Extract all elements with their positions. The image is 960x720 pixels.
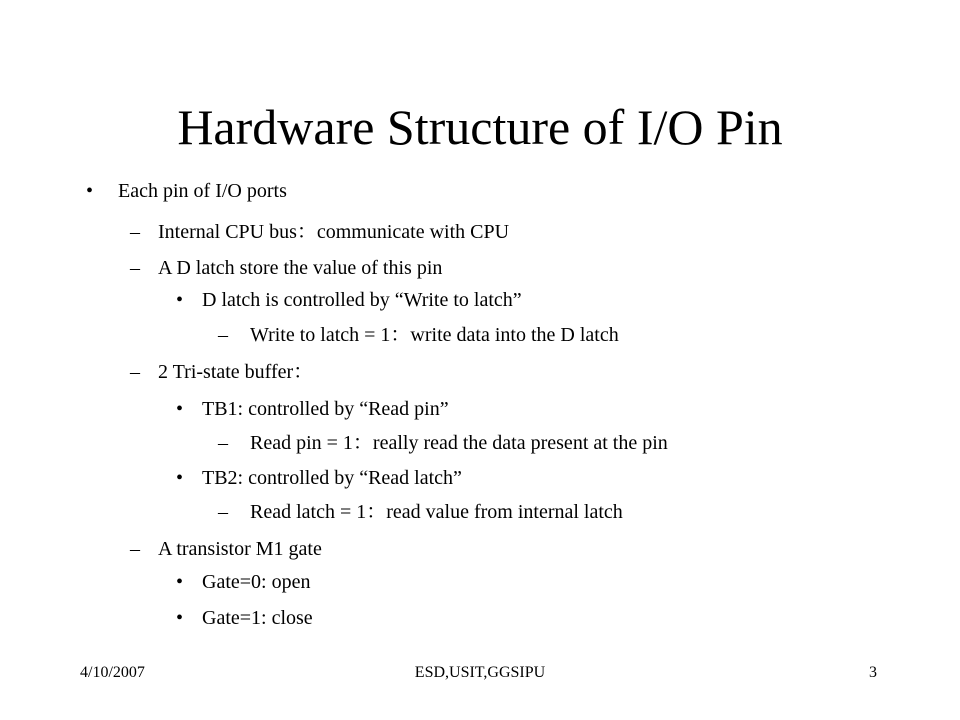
bullet-marker: • bbox=[86, 180, 94, 202]
footer-center-text: ESD,USIT,GGSIPU bbox=[414, 664, 546, 681]
bullet-text: TB2: controlled by “Read latch” bbox=[202, 467, 462, 489]
bullet-item bbox=[176, 567, 310, 597]
bullet-text: 2 Tri-state buffer： bbox=[158, 361, 314, 383]
bullet-item bbox=[218, 497, 623, 527]
bullet-item bbox=[176, 285, 522, 315]
bullet-text: Internal CPU bus：communicate with CPU bbox=[158, 221, 510, 243]
bullet-item bbox=[86, 176, 287, 206]
bullet-item bbox=[176, 394, 449, 424]
bullet-marker: • bbox=[176, 289, 184, 311]
slide-title: Hardware Structure of I/O Pin bbox=[177, 99, 783, 155]
bullet-text: Gate=0: open bbox=[202, 571, 311, 593]
bullet-text: A transistor M1 gate bbox=[158, 538, 322, 560]
bullet-text: Write to latch = 1：write data into the D latch bbox=[250, 324, 619, 346]
bullet-text: D latch is controlled by “Write to latch” bbox=[202, 289, 522, 311]
bullet-text: Read latch = 1：read value from internal latch bbox=[250, 501, 623, 523]
bullet-marker: – bbox=[130, 361, 140, 383]
bullet-marker: • bbox=[176, 571, 184, 593]
bullet-text: A D latch store the value of this pin bbox=[158, 257, 443, 279]
bullet-item bbox=[176, 463, 462, 493]
bullet-marker: – bbox=[130, 221, 140, 243]
bullet-item bbox=[130, 534, 322, 564]
bullet-text: Gate=1: close bbox=[202, 607, 313, 629]
bullet-marker: – bbox=[130, 257, 140, 279]
bullet-item bbox=[176, 603, 313, 633]
bullet-marker: • bbox=[176, 398, 184, 420]
bullet-marker: – bbox=[218, 501, 228, 523]
footer-date: 4/10/2007 bbox=[80, 664, 145, 681]
bullet-item bbox=[218, 428, 668, 458]
slide-number: 3 bbox=[869, 664, 877, 681]
bullet-text: Each pin of I/O ports bbox=[118, 180, 287, 202]
bullet-item bbox=[130, 357, 313, 387]
bullet-text: Read pin = 1：really read the data present at the pin bbox=[250, 432, 668, 454]
bullet-text: TB1: controlled by “Read pin” bbox=[202, 398, 449, 420]
bullet-marker: – bbox=[218, 324, 228, 346]
bullet-marker: – bbox=[130, 538, 140, 560]
bullet-item bbox=[130, 253, 442, 283]
bullet-marker: • bbox=[176, 607, 184, 629]
bullet-marker: • bbox=[176, 467, 184, 489]
bullet-item bbox=[218, 320, 619, 350]
bullet-item bbox=[130, 217, 509, 247]
bullet-marker: – bbox=[218, 432, 228, 454]
